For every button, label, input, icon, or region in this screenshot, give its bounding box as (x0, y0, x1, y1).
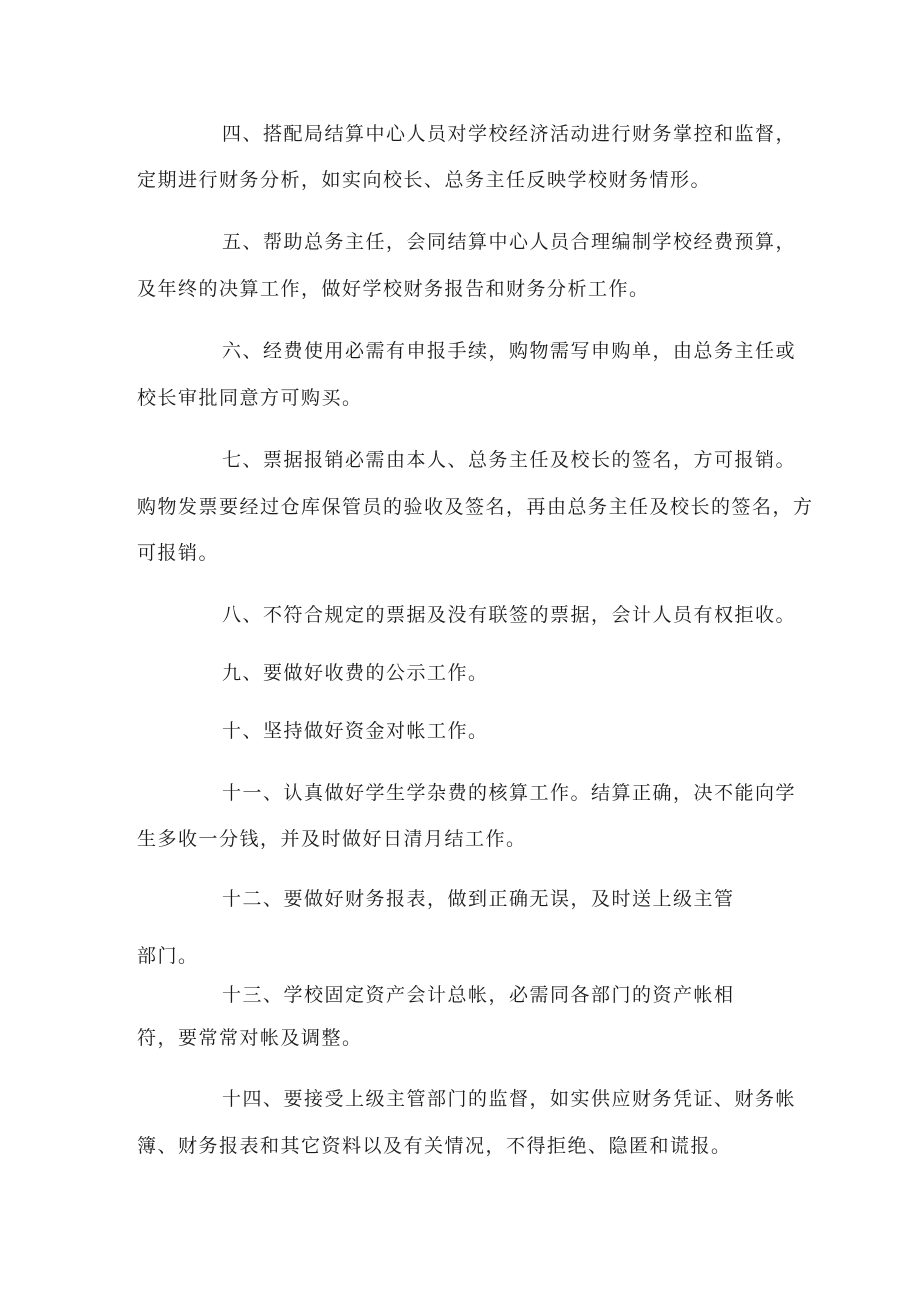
paragraph-9-line-1: 九、要做好收费的公示工作。 (222, 662, 489, 684)
paragraph-6-line-2: 校长审批同意方可购买。 (137, 387, 363, 409)
paragraph-14-line-2: 簿、财务报表和其它资料以及有关情况，不得拒绝、隐匿和谎报。 (137, 1135, 732, 1157)
paragraph-7-line-3: 可报销。 (137, 542, 220, 564)
paragraph-13-line-1: 十三、学校固定资产会计总帐，必需同各部门的资产帐相 (222, 984, 735, 1006)
paragraph-4-line-2: 定期进行财务分析，如实向校长、总务主任反映学校财务情形。 (137, 169, 712, 191)
paragraph-12-line-2: 部门。 (137, 945, 199, 967)
paragraph-5-line-1: 五、帮助总务主任，会同结算中心人员合理编制学校经费预算， (222, 231, 797, 253)
paragraph-7-line-1: 七、票据报销必需由本人、总务主任及校长的签名，方可报销。 (222, 449, 797, 471)
paragraph-12-line-1: 十二、要做好财务报表，做到正确无误，及时送上级主管 (222, 888, 735, 910)
paragraph-14-line-1: 十四、要接受上级主管部门的监督，如实供应财务凭证、财务帐 (222, 1088, 797, 1110)
paragraph-7-line-2: 购物发票要经过仓库保管员的验收及签名，再由总务主任及校长的签名，方 (137, 496, 814, 518)
paragraph-11-line-1: 十一、认真做好学生学杂费的核算工作。结算正确，决不能向学 (222, 782, 797, 804)
paragraph-5-line-2: 及年终的决算工作，做好学校财务报告和财务分析工作。 (137, 278, 650, 300)
paragraph-11-line-2: 生多收一分钱，并及时做好日清月结工作。 (137, 828, 527, 850)
paragraph-13-line-2: 符，要常常对帐及调整。 (137, 1027, 363, 1049)
paragraph-8-line-1: 八、不符合规定的票据及没有联签的票据，会计人员有权拒收。 (222, 604, 797, 626)
paragraph-6-line-1: 六、经费使用必需有申报手续，购物需写申购单，由总务主任或 (222, 340, 797, 362)
paragraph-4-line-1: 四、搭配局结算中心人员对学校经济活动进行财务掌控和监督， (222, 123, 797, 145)
paragraph-10-line-1: 十、坚持做好资金对帐工作。 (222, 720, 489, 742)
